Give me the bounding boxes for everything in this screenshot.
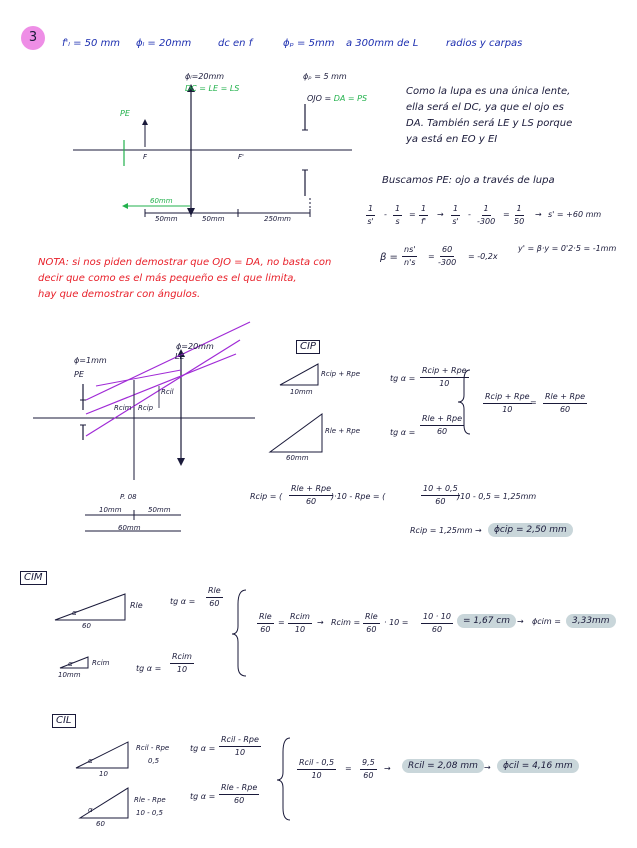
p-label: P. 08 <box>120 493 137 501</box>
lens-explanation <box>406 84 572 148</box>
cil-triangle-1 <box>76 742 128 768</box>
cil-brace <box>277 738 290 820</box>
cil-tg1: tg α = <box>190 744 216 753</box>
cil-eq-equals: = <box>345 764 352 773</box>
eq2-frac-b: $\frac{60}{-300}$ <box>438 245 457 267</box>
cil-eq-frac-b: $\frac{9,5}{60}$ <box>362 758 375 780</box>
focus-fp: F' <box>238 153 244 161</box>
cim-rcim: Rcim = <box>331 618 361 627</box>
cip-calc-frac-a: Rle + Rpe 60 <box>291 484 332 506</box>
cip-calc-end: )10 - 0,5 = 1,25mm <box>457 492 537 501</box>
cim-result-phi-label: ϕcim = <box>532 617 561 626</box>
rcim-label: Rcim <box>114 404 132 412</box>
problem-number-badge: 3 <box>21 26 45 50</box>
focus-f: F <box>143 153 148 161</box>
cim-brace <box>232 590 246 676</box>
cil-t1-label: Rcil - Rpe <box>136 744 170 752</box>
cip-calc-frac-b: $\frac{10 + 0,5}{60}$ <box>423 484 458 506</box>
cip-result-r: Rcip = 1,25mm → <box>410 526 482 535</box>
dim2-50mm: 50mm <box>148 506 171 514</box>
cip-t1-label: Rcip + Rpe <box>321 370 361 378</box>
cim-title: CIM <box>20 571 47 585</box>
cim-t1-label: Rle <box>130 601 143 610</box>
cil-t1-base: 10 <box>99 770 108 778</box>
pe-label-1: PE <box>120 109 130 118</box>
paragraph-line: Como la lupa es una única lente, <box>406 86 571 97</box>
cim-tg2: tg α = <box>136 664 162 673</box>
cim-tg1-frac: Rle 60 <box>208 586 221 608</box>
cip-t2-label: Rle + Rpe <box>325 427 361 435</box>
cip-title: CIP <box>296 340 320 354</box>
cim-tg2-frac: Rcim 10 <box>172 652 192 674</box>
note-line: hay que demostrar con ángulos. <box>38 289 201 300</box>
cip-calc-mid: )·10 - Rpe = ( <box>331 492 386 501</box>
cil-t2-base: 60 <box>96 820 105 828</box>
eq1-result: s' = +60 mm <box>548 210 602 219</box>
eq2-beta: β = <box>380 252 398 263</box>
cip-tg1: tg α = <box>390 374 416 383</box>
paragraph-line: ya está en EO y EI <box>406 134 498 145</box>
cip-calc-prefix: Rcip = ( <box>250 492 283 501</box>
ray-extra <box>96 370 181 386</box>
cim-result-r: = 1,67 cm <box>457 614 516 628</box>
buscamos-pe: Buscamos PE: ojo a través de lupa <box>382 175 555 186</box>
header-lens-diameter: ϕₗ = 20mm <box>136 38 192 49</box>
cip-t2-base: 60mm <box>286 454 309 462</box>
rcil-label: Rcil <box>161 388 174 396</box>
eq2-frac-a: $\frac{ns'}{n's}$ <box>404 245 416 267</box>
cim-triangle-1 <box>55 594 125 620</box>
cip-t1-base: 10mm <box>290 388 313 396</box>
note-line: NOTA: si nos piden demostrar que OJO = DA, no basta con <box>38 257 332 268</box>
cim-t2-label: Rcim <box>92 659 110 667</box>
rcip-label: Rcip <box>138 404 154 412</box>
cil-arrow: → <box>384 764 391 773</box>
cim-triangle-2 <box>60 657 88 668</box>
pe2-label: PE <box>74 370 84 379</box>
dim-50mm-b: 50mm <box>202 215 225 223</box>
eq2-image-size: y' = β·y = 0'2·5 = -1mm <box>518 244 617 253</box>
cil-result-r: Rcil = 2,08 mm <box>402 759 484 773</box>
dim2-10mm: 10mm <box>99 506 122 514</box>
eq1-frac-f: $\frac{1}{50}$ <box>514 204 525 226</box>
lens-green-label: DC = LE = LS <box>185 84 240 93</box>
eq2-result: = -0,2x <box>468 252 498 261</box>
cip-eq-frac-a: Rcip + Rpe 10 <box>485 392 530 414</box>
eq1-arrow2: → <box>535 210 542 219</box>
dim-50mm-a: 50mm <box>155 215 178 223</box>
cim-calc-frac: Rle 60 <box>365 612 378 634</box>
cil-t2-angle: α <box>88 806 93 814</box>
cim-arrow: → <box>317 618 324 627</box>
cil-tg2-frac: Rle - Rpe 60 <box>221 783 258 805</box>
cim-calc-end: · 10 = <box>384 618 409 627</box>
cil-t2-label: Rle - Rpe <box>134 796 166 804</box>
lens2-diameter: ϕ=20mm <box>176 342 214 351</box>
lens2-le: LE <box>175 352 185 361</box>
cip-eq-frac-b: Rle + Rpe 60 <box>545 392 586 414</box>
red-note <box>38 255 348 303</box>
header-pupil: ϕₚ = 5mm <box>283 38 335 49</box>
cil-t1-angle: α <box>88 757 93 765</box>
eq1-minus: - <box>384 210 387 219</box>
cim-eq-frac-b: Rcim 10 <box>290 612 310 634</box>
note-line: decir que como es el más pequeño es el que limita, <box>38 273 297 284</box>
cip-tg2-frac: Rle + Rpe 60 <box>422 414 463 436</box>
pupil-label: ϕₚ = 5 mm <box>303 72 347 81</box>
eq1-equals: = <box>409 210 416 219</box>
cim-tg1: tg α = <box>170 597 196 606</box>
cil-arrow2: → <box>484 763 491 772</box>
cim-eq-frac-a: Rle 60 <box>259 612 272 634</box>
cil-t1-sub: 0,5 <box>148 757 160 765</box>
cim-result-phi: 3,33mm <box>566 614 616 628</box>
cil-title: CIL <box>52 714 76 728</box>
header-distance: a 300mm de L <box>346 38 419 49</box>
cip-triangle-2 <box>270 414 322 452</box>
cim-arrow2: → <box>517 617 524 626</box>
pe2-diameter: ϕ=1mm <box>74 356 107 365</box>
paragraph-line: ella será el DC, ya que el ojo es <box>406 102 564 113</box>
cip-tg2: tg α = <box>390 428 416 437</box>
cil-eq-frac-a: Rcil - 0,5 10 <box>299 758 335 780</box>
eq2-equals: = <box>428 252 435 261</box>
cil-result-phi: ϕcil = 4,16 mm <box>497 759 579 773</box>
cip-tg1-frac: Rcip + Rpe 10 <box>422 366 467 388</box>
cim-calc-frac-b: $\frac{10 \cdot 10}{60}$ <box>423 612 451 634</box>
eq1-frac-c: $\frac{1}{f'}$ <box>421 204 427 226</box>
cim-t1-base: 60 <box>82 622 91 630</box>
header-focal: f'ₗ = 50 mm <box>62 38 121 49</box>
eq1-frac-e: $\frac{1}{-300}$ <box>477 204 496 226</box>
eq1-equals2: = <box>503 210 510 219</box>
cim-t1-angle: α <box>72 609 77 617</box>
header-dc: dc en f <box>218 38 253 49</box>
dim-250mm: 250mm <box>264 215 291 223</box>
eq1-frac-a: $\frac{1}{s'}$ <box>367 204 374 226</box>
lens-label: ϕₗ=20mm <box>185 72 225 81</box>
cil-tg1-frac: Rcil - Rpe 10 <box>221 735 259 757</box>
cim-eq-equals: = <box>278 618 285 627</box>
cim-t2-angle: α <box>68 660 73 668</box>
cim-t2-base: 10mm <box>58 671 81 679</box>
eq1-minus2: - <box>468 210 471 219</box>
cip-triangle-1 <box>280 364 318 385</box>
eq1-arrow: → <box>437 210 444 219</box>
cil-t2-sub: 10 - 0,5 <box>136 809 164 817</box>
dim2-60mm: 60mm <box>118 524 141 532</box>
pupil-green-label: OJO = DA = PS <box>307 94 368 103</box>
dim-60mm-green: 60mm <box>150 197 173 205</box>
eq1-frac-b: $\frac{1}{s}$ <box>395 204 401 226</box>
eq1-frac-d: $\frac{1}{s'}$ <box>452 204 459 226</box>
header-radios: radios y carpas <box>446 38 523 49</box>
cip-result-phi: ϕcip = 2,50 mm <box>488 523 573 537</box>
paragraph-line: DA. También será LE y LS porque <box>406 118 573 129</box>
cip-eq-equals: = <box>530 398 537 407</box>
cil-tg2: tg α = <box>190 792 216 801</box>
